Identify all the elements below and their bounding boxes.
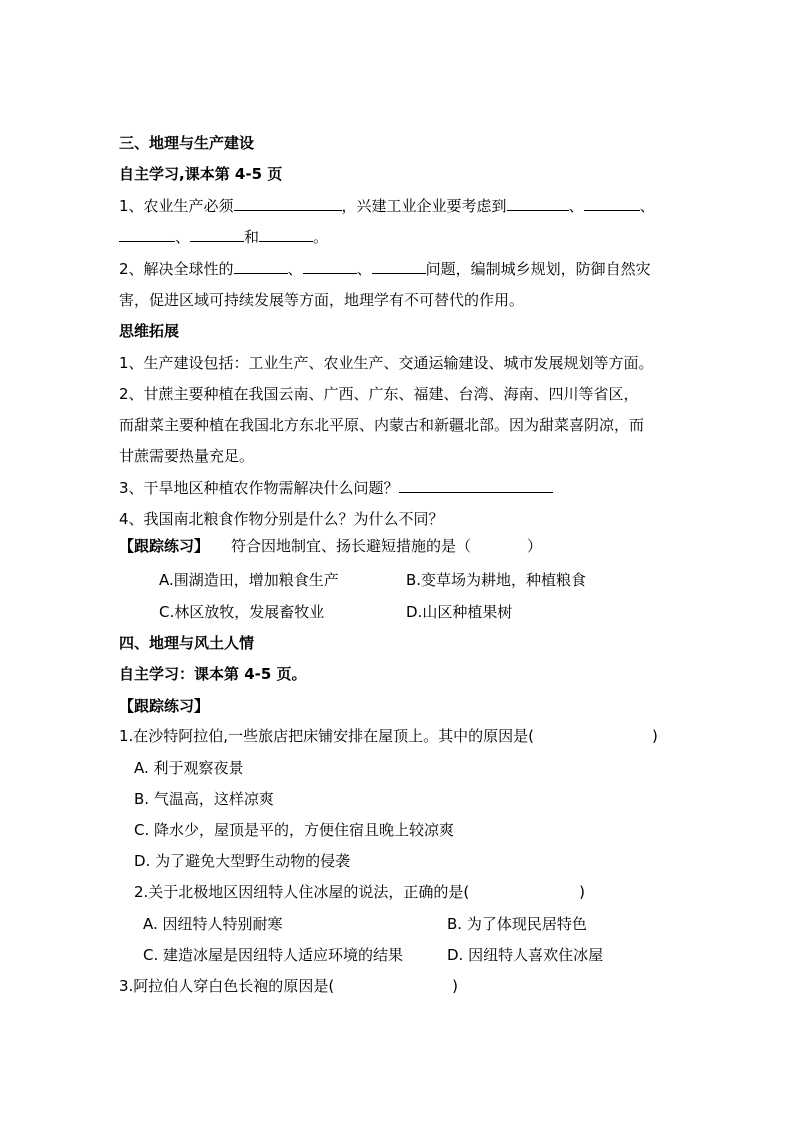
question-2-line-2: 害，促进区域可持续发展等方面，地理学有不可替代的作用。 <box>119 291 525 309</box>
question-1-line-1 <box>119 196 655 216</box>
q2-text-b: 问题，编制城乡规划，防御自然灾 <box>425 260 651 278</box>
separator: 、 <box>568 197 584 215</box>
thinking-item-3 <box>119 478 553 498</box>
q1-option-a: A. 利于观察夜景 <box>134 759 244 777</box>
question-2-line-1 <box>119 259 651 279</box>
paren-close: ) <box>651 727 658 745</box>
paren-close: ) <box>452 977 459 995</box>
q2-text-a: 2、解决全球性的 <box>119 260 234 278</box>
answer-blank[interactable] <box>303 259 357 274</box>
q1-end: 。 <box>313 228 329 246</box>
self-study-line: 自主学习,课本第 4-5 页 <box>119 165 283 183</box>
practice-question-line <box>119 536 542 556</box>
separator: 、 <box>639 197 655 215</box>
q1-option-b: B. 气温高，这样凉爽 <box>134 790 274 808</box>
option-c: C.林区放牧，发展畜牧业 <box>159 603 325 621</box>
q1-text-b: ，兴建工业企业要考虑到 <box>341 197 507 215</box>
practice-label-2: 【跟踪练习】 <box>119 697 210 715</box>
q2-text: 2.关于北极地区因纽特人住冰屋的说法，正确的是( <box>134 883 470 901</box>
paren-close: ) <box>579 883 586 901</box>
q1-option-d: D. 为了避免大型野生动物的侵袭 <box>134 852 351 870</box>
q1-text: 1.在沙特阿拉伯,一些旅店把床铺安排在屋顶上。其中的原因是( <box>119 727 534 745</box>
q3-text: 3.阿拉伯人穿白色长袍的原因是( <box>119 977 335 995</box>
question-2 <box>134 882 585 902</box>
separator: 、 <box>356 260 372 278</box>
paren-close: ） <box>527 537 543 555</box>
q2-option-c: C. 建造冰屋是因纽特人适应环境的结果 <box>143 946 404 964</box>
question-1-line-2 <box>119 227 328 247</box>
separator: 、 <box>287 260 303 278</box>
answer-blank[interactable] <box>119 227 175 242</box>
q1-option-c: C. 降水少，屋顶是平的，方便住宿且晚上较凉爽 <box>134 821 455 839</box>
answer-blank[interactable] <box>584 196 640 211</box>
thinking-item-1: 1、生产建设包括：工业生产、农业生产、交通运输建设、城市发展规划等方面。 <box>119 354 654 372</box>
answer-blank[interactable] <box>234 259 288 274</box>
q2-option-d: D. 因纽特人喜欢住冰屋 <box>447 946 604 964</box>
answer-blank[interactable] <box>190 227 244 242</box>
q1-and: 和 <box>244 228 260 246</box>
thinking-heading: 思维拓展 <box>119 322 180 340</box>
option-b: B.变草场为耕地，种植粮食 <box>406 571 587 589</box>
question-1 <box>119 726 658 746</box>
option-d: D.山区种植果树 <box>406 603 513 621</box>
option-a: A.围湖造田，增加粮食生产 <box>159 571 339 589</box>
answer-blank[interactable] <box>399 478 553 493</box>
section-3-heading: 三、地理与生产建设 <box>119 134 255 152</box>
q1-text-a: 1、农业生产必须 <box>119 197 234 215</box>
thinking-item-4: 4、我国南北粮食作物分别是什么？为什么不同？ <box>119 510 444 528</box>
self-study-line-2: 自主学习：课本第 4-5 页。 <box>119 665 307 683</box>
section-4-heading: 四、地理与风土人情 <box>119 634 255 652</box>
answer-blank[interactable] <box>372 259 426 274</box>
practice-label: 【跟踪练习】 <box>119 537 210 555</box>
answer-blank[interactable] <box>507 196 569 211</box>
answer-blank[interactable] <box>234 196 342 211</box>
q2-option-a: A. 因纽特人特别耐寒 <box>143 915 283 933</box>
answer-blank[interactable] <box>259 227 313 242</box>
separator: 、 <box>175 228 191 246</box>
question-3 <box>119 976 458 996</box>
thinking-item-2-line-1: 2、甘蔗主要种植在我国云南、广西、广东、福建、台湾、海南、四川等省区， <box>119 385 639 403</box>
t3-text: 3、干旱地区种植农作物需解决什么问题？ <box>119 479 399 497</box>
practice-question-text: 符合因地制宜、扬长避短措施的是（ <box>231 537 472 555</box>
thinking-item-2-line-2: 而甜菜主要种植在我国北方东北平原、内蒙古和新疆北部。因为甜菜喜阴凉，而 <box>119 416 645 434</box>
q2-option-b: B. 为了体现民居特色 <box>447 915 587 933</box>
thinking-item-2-line-3: 甘蔗需要热量充足。 <box>119 447 255 465</box>
